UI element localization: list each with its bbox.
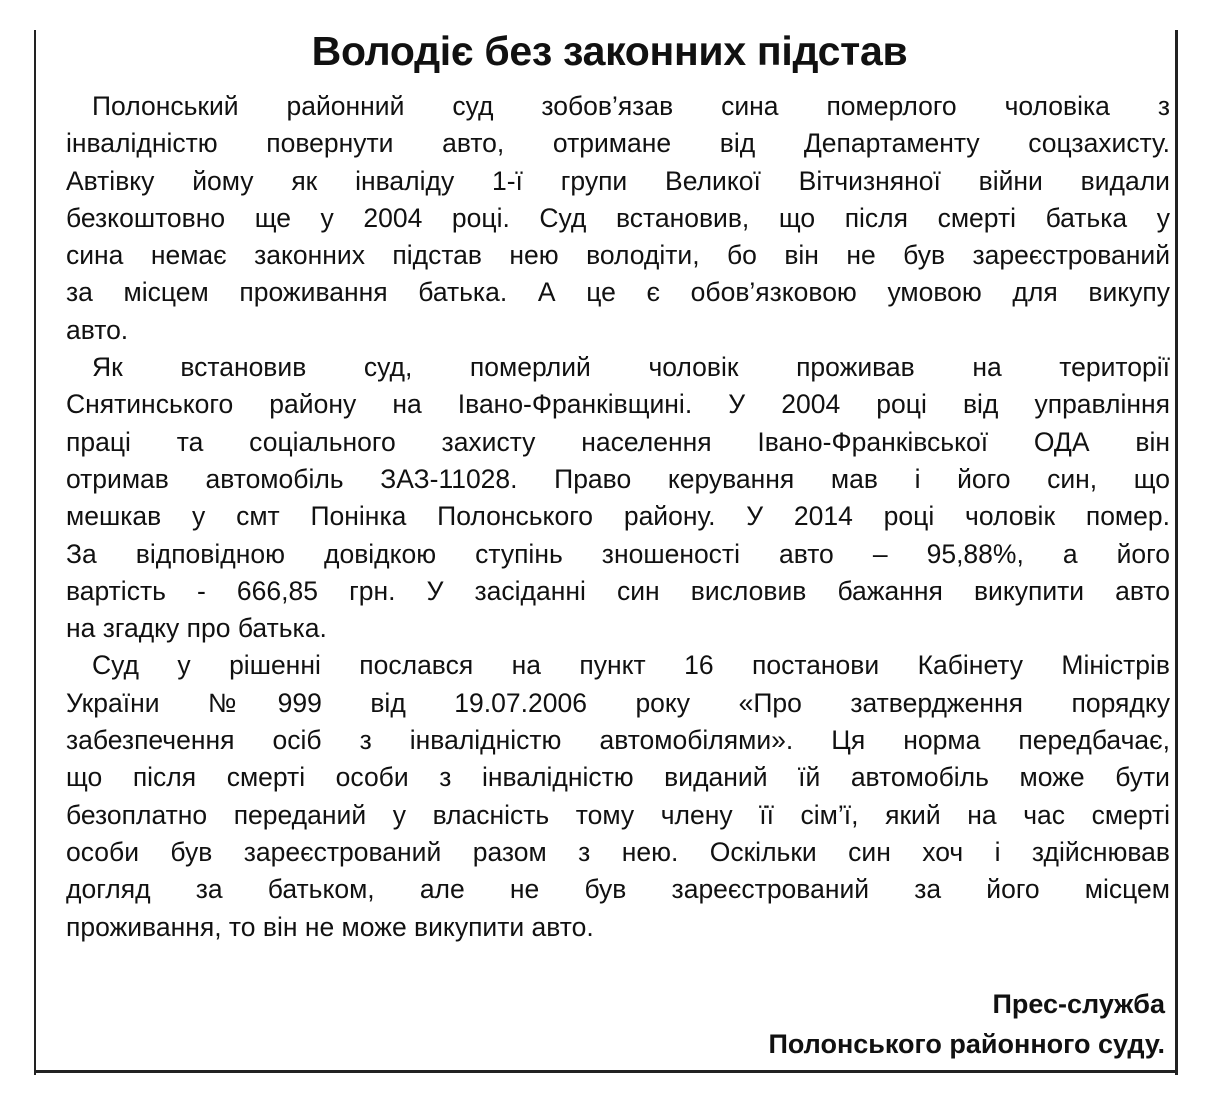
bottom-border-rule [34,1070,1178,1073]
text-line: сина немає законних підстав нею володіти, бо він не був зареєстрований [66,240,1170,271]
text-line: праці та соціального захисту населення Івано-Франківської ОДА він [66,426,1170,457]
text-line: безкоштовно ще у 2004 році. Суд встановив, що після смерті батька у [66,202,1170,233]
text-line: Суд у рішенні послався на пункт 16 постанови Кабінету Міністрів [92,650,1170,681]
text-line: України №999 від 19.07.2006 року «Про затвердження порядку [66,687,1170,718]
text-line: забезпечення осіб з інвалідністю автомобілями». Ця норма передбачає, [66,725,1170,756]
text-line: безоплатно переданий у власність тому члену її сім’ї, який на час смерті [66,799,1170,830]
text-line: Як встановив суд, померлий чоловік проживав на території [92,352,1170,383]
text-line: мешкав у смт Понінка Полонського району. У 2014 році чоловік помер. [66,501,1170,532]
text-line: за місцем проживання батька. А це є обов’язковою умовою для викупу [66,277,1170,308]
signature-line-1: Прес-служба [992,989,1165,1019]
article-body [66,88,1170,946]
left-border-rule [34,30,36,1075]
text-line: Снятинського району на Івано-Франківщині. У 2004 році від управління [66,389,1170,420]
text-line: авто. [66,314,129,345]
text-line: Автівку йому як інваліду 1-ї групи Великої Вітчизняної війни видали [66,165,1170,196]
signature-line-2: Полонського районного суду. [768,1029,1165,1059]
text-line: отримав автомобіль ЗАЗ-11028. Право керування мав і його син, що [66,463,1170,494]
paragraph [66,349,1170,647]
signature [768,984,1165,1064]
text-line: догляд за батьком, але не був зареєстрований за його місцем [66,874,1170,905]
text-line: За відповідною довідкою ступінь зношеності авто – 95,88%, а його [66,538,1170,569]
paragraph [66,647,1170,945]
text-line: проживання, то він не може викупити авто. [66,911,594,942]
text-line: на згадку про батька. [66,613,327,644]
text-line: що після смерті особи з інвалідністю виданий їй автомобіль може бути [66,762,1170,793]
text-line: інвалідністю повернути авто, отримане від Департаменту соцзахисту. [66,128,1170,159]
right-border-rule [1175,30,1178,1075]
text-line: особи був зареєстрований разом з нею. Оскільки син хоч і здійснював [66,836,1170,867]
article-title: Володіє без законних підстав [311,28,908,74]
text-line: Полонський районний суд зобов’язав сина померлого чоловіка з [92,91,1170,121]
text-line: вартість - 666,85 грн. У засіданні син висловив бажання викупити авто [66,575,1170,606]
paragraph [66,88,1170,349]
